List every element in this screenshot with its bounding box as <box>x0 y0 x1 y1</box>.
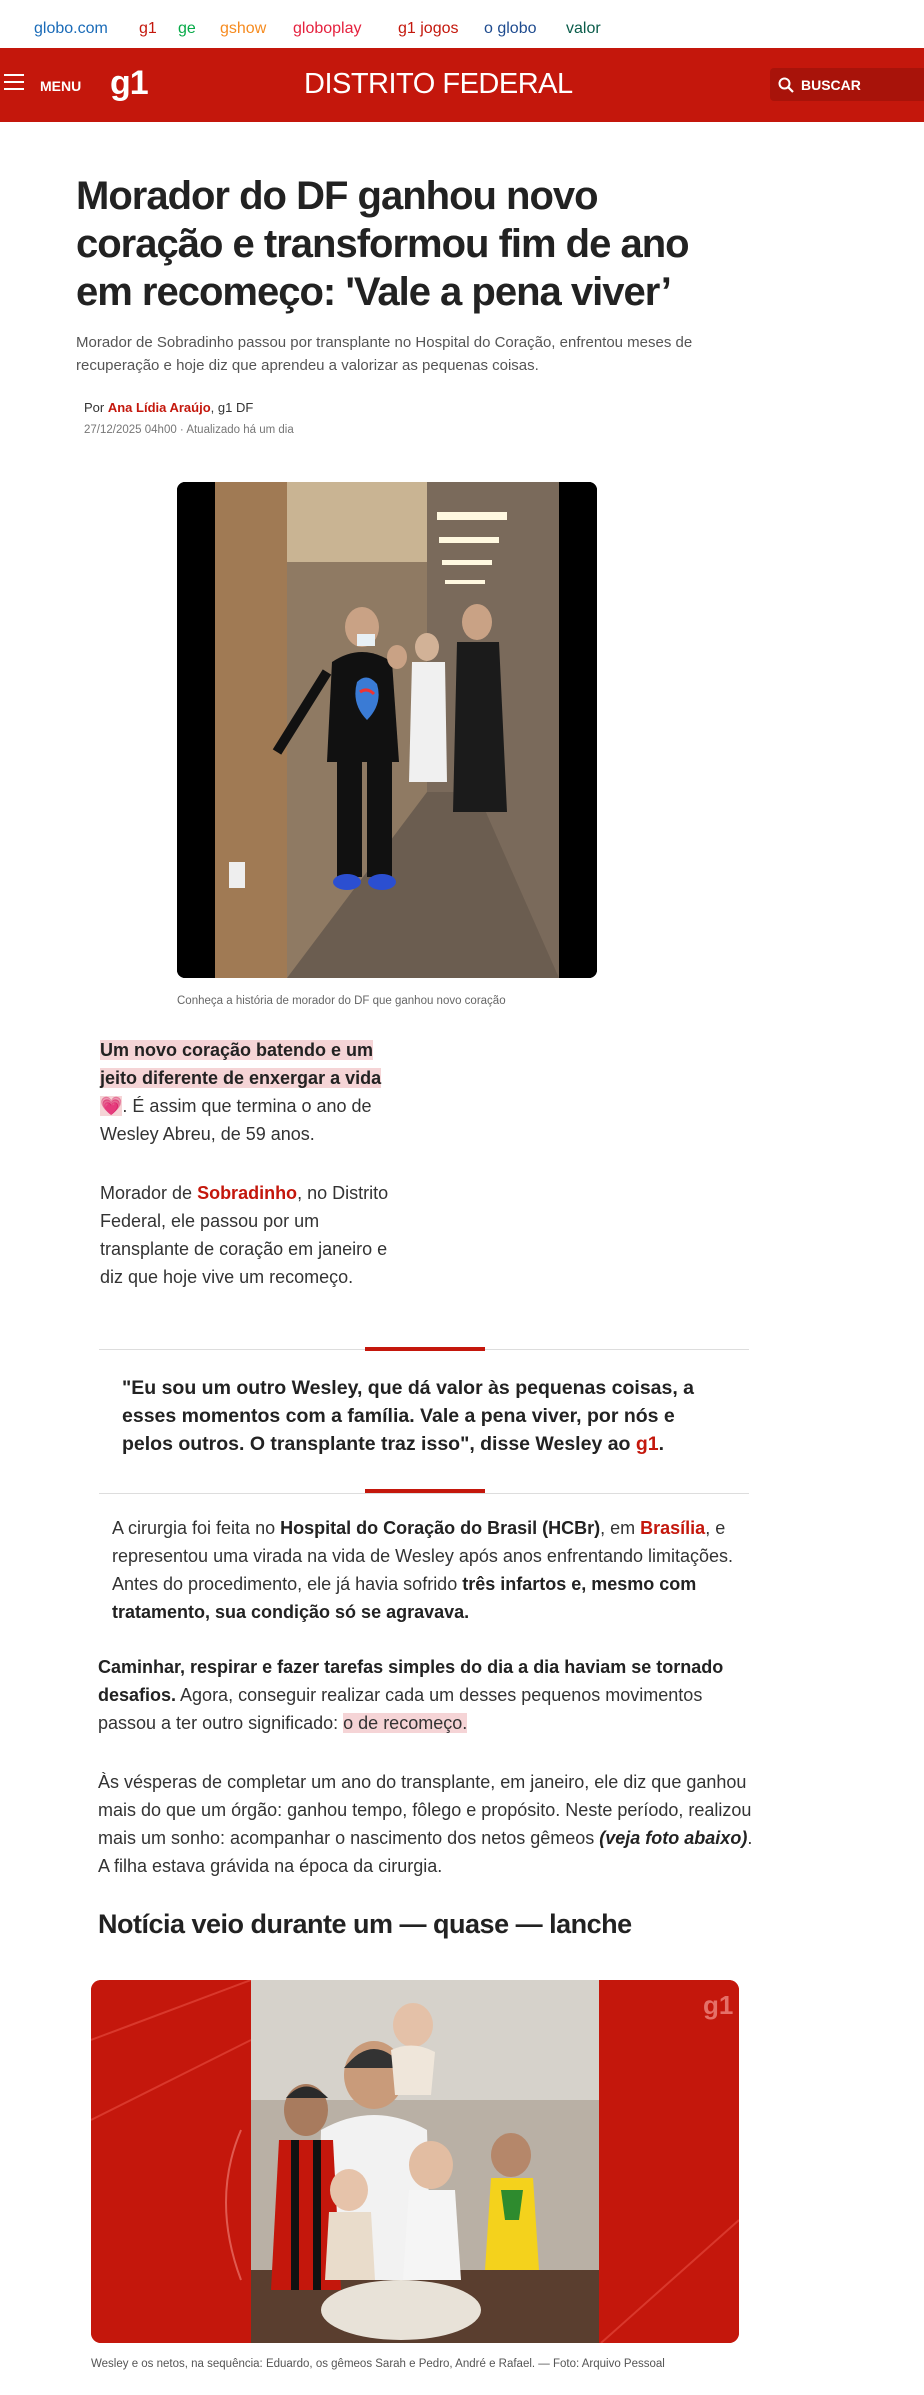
link-g1[interactable]: g1 <box>139 20 157 37</box>
link-g1-jogos[interactable]: g1 jogos <box>398 20 459 37</box>
site-header <box>0 48 924 122</box>
brasilia-link[interactable]: Brasília <box>640 1518 706 1538</box>
video-caption: Conheça a história de morador do DF que ganhou novo coração <box>177 995 506 1007</box>
search-label: BUSCAR <box>801 77 861 93</box>
quote-divider-bottom <box>99 1493 749 1494</box>
byline-suffix: , g1 DF <box>210 400 254 415</box>
region-title[interactable]: DISTRITO FEDERAL <box>304 68 573 100</box>
g1-link[interactable]: g1 <box>635 1433 659 1455</box>
paragraph-anniversary <box>98 1768 758 1880</box>
paragraph-intro <box>100 1036 410 1148</box>
paragraph-surgery-start: A cirurgia foi feita no <box>112 1518 281 1538</box>
article-title: Morador do DF ganhou novo coração e transformou fim de ano em recomeço: 'Vale a pena viver’ <box>76 174 689 314</box>
g1-logo[interactable]: g1 <box>110 64 148 102</box>
hamburger-icon[interactable] <box>4 74 24 90</box>
link-globoplay[interactable]: globoplay <box>293 20 362 37</box>
globo-network-bar <box>0 0 924 48</box>
publish-date: 27/12/2025 04h00 · Atualizado há um dia <box>84 424 294 436</box>
see-photo-below: (veja foto abaixo) <box>599 1828 748 1848</box>
article-subtitle: Morador de Sobradinho passou por transplante no Hospital do Coração, enfrentou meses de recuperação e hoje diz que aprendeu a valorizar as pequenas coisas. <box>76 334 693 374</box>
paragraph-challenges-rest: Agora, conseguir realizar cada um desses pequenos movimentos passou a ter outro significado: <box>98 1685 703 1733</box>
byline-prefix: Por <box>84 400 108 415</box>
paragraph-anniversary-end: . A filha estava grávida na época da cirurgia. <box>98 1828 753 1876</box>
infarts-text: três infartos e, mesmo com tratamento, sua condição só se agravava. <box>112 1574 697 1622</box>
paragraph-sobradinho-rest: , no Distrito Federal, ele passou por um transplante de coração em janeiro e diz que hoje vive um recomeço. <box>100 1183 389 1287</box>
paragraph-intro-rest: . É assim que termina o ano de Wesley Abreu, de 59 anos. <box>100 1096 372 1144</box>
family-photo-illustration <box>91 1980 739 2343</box>
paragraph-surgery <box>112 1514 752 1626</box>
video-player[interactable] <box>177 482 597 978</box>
paragraph-challenges <box>98 1653 758 1737</box>
menu-button[interactable]: MENU <box>40 78 82 94</box>
link-o-globo[interactable]: o globo <box>484 20 537 37</box>
link-valor[interactable]: valor <box>566 20 601 37</box>
hospital-name: Hospital do Coração do Brasil (HCBr) <box>280 1518 601 1538</box>
paragraph-sobradinho <box>100 1179 410 1291</box>
pull-quote <box>122 1374 722 1458</box>
paragraph-surgery-middle: , e representou uma virada na vida de Wesley após anos enfrentando limitações. Antes do procedimento, ele já havia sofrido <box>112 1518 734 1594</box>
recomeco-highlight: o de recomeço. <box>343 1713 468 1733</box>
heart-emoji: 💗 <box>100 1096 123 1116</box>
link-gshow[interactable]: gshow <box>220 20 267 37</box>
challenges-bold: Caminhar, respirar e fazer tarefas simples do dia a dia haviam se tornado desafios. <box>98 1657 724 1705</box>
paragraph-surgery-in: , em <box>600 1518 641 1538</box>
pull-quote-text: "Eu sou um outro Wesley, que dá valor às pequenas coisas, a esses momentos com a família. Vale a pena viver, por nós e pelos outros. O transplante traz isso", disse Wesley ao <box>122 1377 695 1455</box>
author-link[interactable]: Ana Lídia Araújo <box>107 400 211 415</box>
photo-caption: Wesley e os netos, na sequência: Eduardo, os gêmeos Sarah e Pedro, André e Rafael. — Foto: Arquivo Pessoal <box>91 2358 665 2370</box>
video-frame-illustration <box>177 482 597 978</box>
sobradinho-link[interactable]: Sobradinho <box>197 1183 298 1203</box>
pull-quote-end: . <box>658 1433 665 1455</box>
link-globo-com[interactable]: globo.com <box>34 20 108 37</box>
quote-accent-top <box>365 1347 485 1351</box>
paragraph-sobradinho-start: Morador de <box>100 1183 198 1203</box>
search-icon <box>778 77 794 93</box>
link-ge[interactable]: ge <box>178 20 196 37</box>
family-photo[interactable] <box>91 1980 739 2343</box>
search-button[interactable] <box>770 68 924 101</box>
photo-g1-badge: g1 <box>703 1990 734 2020</box>
section-heading: Notícia veio durante um — quase — lanche <box>98 1909 632 1939</box>
byline <box>84 400 253 415</box>
paragraph-anniversary-start: Às vésperas de completar um ano do transplante, em janeiro, ele diz que ganhou mais do que um órgão: ganhou tempo, fôlego e propósito. Neste período, realizou mais um sonho: acompanhar o nascimento dos netos gêmeos <box>98 1772 752 1848</box>
highlight-text: Um novo coração batendo e um jeito diferente de enxergar a vida <box>100 1040 382 1088</box>
